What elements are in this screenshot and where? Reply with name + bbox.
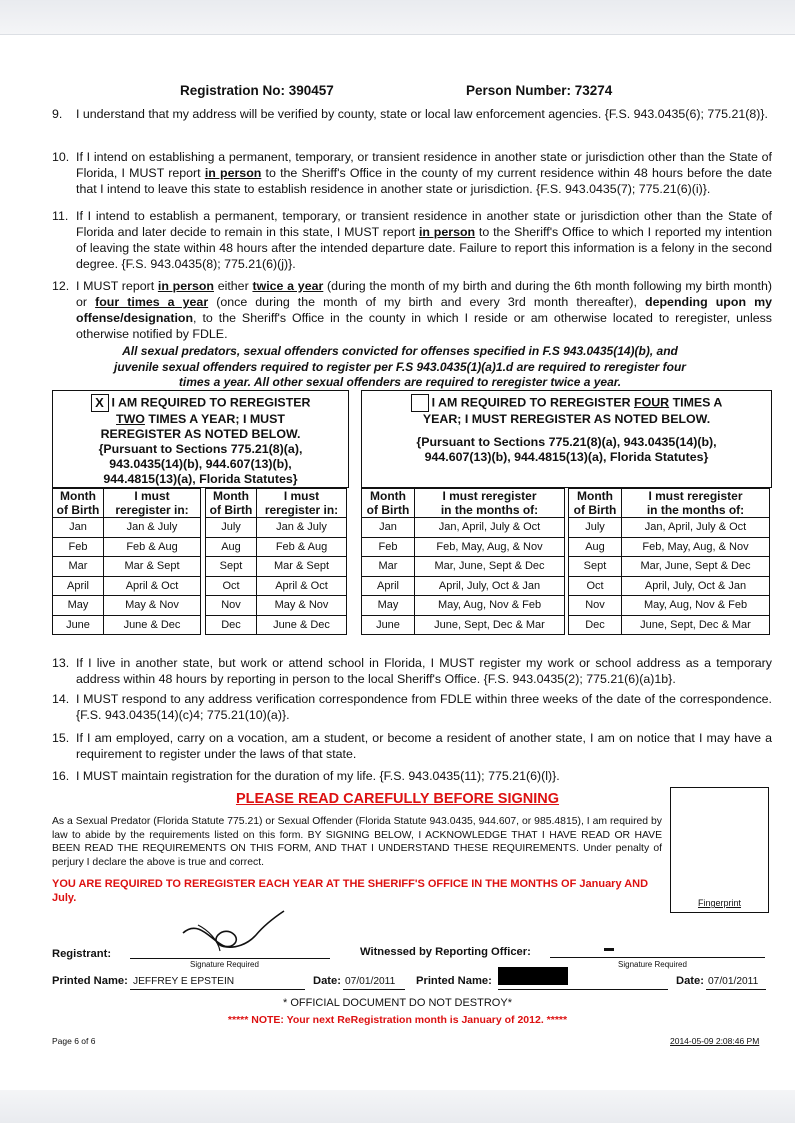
witness-signature-line[interactable] <box>550 957 765 958</box>
birth-month-cell: Dec <box>569 615 622 635</box>
reregister-months-cell: April & Oct <box>104 576 201 596</box>
item-13 <box>52 655 772 687</box>
reregister-months-cell: Mar, June, Sept & Dec <box>622 557 770 577</box>
table-row <box>206 596 347 616</box>
reregister-months-cell: Feb & Aug <box>257 537 347 557</box>
reregister-months-cell: April & Oct <box>257 576 347 596</box>
officer-printed-name-label: Printed Name: <box>416 975 492 987</box>
table-row <box>206 537 347 557</box>
reregister-months-cell: Mar & Sept <box>104 557 201 577</box>
witness-mark <box>604 948 614 951</box>
table-row <box>53 576 201 596</box>
table-row <box>569 557 770 577</box>
birth-month-cell: July <box>206 518 257 538</box>
scan-bottom-edge <box>0 1090 795 1123</box>
signature-required-caption: Signature Required <box>190 960 259 969</box>
birth-month-cell: Jan <box>53 518 104 538</box>
signing-heading: PLEASE READ CAREFULLY BEFORE SIGNING <box>235 791 560 807</box>
birth-month-cell: Aug <box>206 537 257 557</box>
printed-name-label: Printed Name: <box>52 975 128 987</box>
reregister-months-cell: May, Aug, Nov & Feb <box>622 596 770 616</box>
next-reregistration-note: ***** NOTE: Your next ReRegistration month is January of 2012. ***** <box>227 1014 568 1026</box>
twice-a-year-table-2: Month of Birth I must reregister in: July Jan & July Aug Feb & Aug Sept Mar & Sept Oct April & Oct Nov May & Nov Dec June & Dec <box>205 488 347 635</box>
reregistration-note: All sexual predators, sexual offenders convicted for offenses specified in F.S 943.0435(14)(b), and juvenile sexual offenders required to register per F.S 943.0435(1)(a)1.d are required to reregister four times a year. All other sexual offenders are required to reregister twice a year. <box>114 344 686 389</box>
four-times-a-year-table-2: Month of Birth I must reregister in the months of: July Jan, April, July & Oct Aug Feb, May, Aug, & Nov Sept Mar, June, Sept & Dec Oct April, July, Oct & Jan Nov May, Aug, Nov & Feb Dec June, Sept, Dec & Mar <box>568 488 770 635</box>
reregister-months-cell: May & Nov <box>257 596 347 616</box>
item-text: If I live in another state, but work or attend school in Florida, I MUST register my work or school address as a temporary address within 48 hours by reporting in person to the local Sheriff's Office. {F.S. 943.0435(2); 775.21(6)(a)1b}. <box>76 656 772 686</box>
item-number: 12. <box>52 279 70 293</box>
item-9 <box>52 106 772 122</box>
item-number: 9. <box>52 107 63 121</box>
officer-date-label: Date: <box>676 975 704 987</box>
reregister-months-cell: April, July, Oct & Jan <box>622 576 770 596</box>
table-row <box>569 518 770 538</box>
table-row <box>53 615 201 635</box>
reregister-months-cell: Feb, May, Aug, & Nov <box>415 537 565 557</box>
birth-month-cell: May <box>53 596 104 616</box>
four-times-a-year-table-1: Month of Birth I must reregister in the months of: Jan Jan, April, July & Oct Feb Feb, May, Aug, & Nov Mar Mar, June, Sept & Dec April April, July, Oct & Jan May May, Aug, Nov & Feb June June, Sept, Dec & Mar <box>361 488 565 635</box>
redaction-block <box>498 967 568 985</box>
birth-month-cell: Feb <box>53 537 104 557</box>
item-11 <box>52 208 772 272</box>
signature-required-caption-2: Signature Required <box>618 960 687 969</box>
reregister-notice: YOU ARE REQUIRED TO REREGISTER EACH YEAR AT THE SHERIFF'S OFFICE IN THE MONTHS OF January AND July. <box>52 878 649 904</box>
table-row <box>53 518 201 538</box>
person-number: Person Number: 73274 <box>466 83 613 98</box>
page-number: Page 6 of 6 <box>52 1036 96 1046</box>
four-times-a-year-checkbox[interactable] <box>411 394 429 412</box>
item-text: If I am employed, carry on a vocation, am a student, or become a resident of another state, I am on notice that I may have a requirement to register under the laws of that state. <box>76 731 772 761</box>
fingerprint-label: Fingerprint <box>697 898 742 908</box>
item-14 <box>52 691 772 723</box>
table-row <box>569 576 770 596</box>
registrant-label: Registrant: <box>52 948 112 960</box>
reregister-months-cell: Jan & July <box>104 518 201 538</box>
date-value: 07/01/2011 <box>345 976 396 987</box>
declaration-text: As a Sexual Predator (Florida Statute 775.21) or Sexual Offender (Florida Statute 943.0435, 944.607, or 985.4815), I am required by law to abide by the requirements listed on this form. BY SIGNING BELOW, I ACKNOWLEDGE THAT I HAVE READ OR HAVE BEEN READ THE REQUIREMENTS ON THIS FORM, AND THAT I UNDERSTAND THESE REQUIREMENTS. Under penalty of perjury I declare the above is true and correct. <box>52 816 662 868</box>
item-number: 15. <box>52 731 70 745</box>
table-row <box>362 518 565 538</box>
table-row <box>206 557 347 577</box>
birth-month-cell: Aug <box>569 537 622 557</box>
twice-a-year-box: X I AM REQUIRED TO REREGISTER TWO TIMES A YEAR; I MUST REREGISTER AS NOTED BELOW. {Pursuant to Sections 775.21(8)(a), 943.0435(14)(b), 944.607(13)(b), 944.4815(13)(a), Florida Statutes} <box>52 390 349 488</box>
reregister-months-cell: Jan, April, July & Oct <box>415 518 565 538</box>
item-text: I MUST respond to any address verification correspondence from FDLE within three weeks of the date of the correspondence. {F.S. 943.0435(14)(c)4; 775.21(10)(a)}. <box>76 692 772 722</box>
reregister-months-cell: Mar, June, Sept & Dec <box>415 557 565 577</box>
table-row <box>362 537 565 557</box>
printed-name-value: JEFFREY E EPSTEIN <box>133 976 235 987</box>
item-number: 10. <box>52 150 70 164</box>
birth-month-cell: June <box>53 615 104 635</box>
birth-month-cell: Nov <box>569 596 622 616</box>
birth-month-cell: Oct <box>569 576 622 596</box>
reregister-months-cell: June & Dec <box>104 615 201 635</box>
birth-month-cell: Feb <box>362 537 415 557</box>
birth-month-cell: Sept <box>569 557 622 577</box>
item-10 <box>52 149 772 197</box>
registration-number: Registration No: 390457 <box>180 83 334 98</box>
item-text: I MUST maintain registration for the duration of my life. {F.S. 943.0435(11); 775.21(6)(l)}. <box>76 769 560 783</box>
item-12 <box>52 278 772 342</box>
table-row <box>362 615 565 635</box>
twice-a-year-table-1: Month of Birth I must reregister in: Jan Jan & July Feb Feb & Aug Mar Mar & Sept April April & Oct May May & Nov June June & Dec <box>52 488 201 635</box>
table-row <box>569 615 770 635</box>
four-times-a-year-box: I AM REQUIRED TO REREGISTER FOUR TIMES A YEAR; I MUST REREGISTER AS NOTED BELOW. {Pursuant to Sections 775.21(8)(a), 943.0435(14)(b), 944.607(13)(b), 944.4815(13)(a), Florida Statutes} <box>361 390 772 488</box>
reregister-months-cell: June, Sept, Dec & Mar <box>622 615 770 635</box>
table-row <box>53 557 201 577</box>
table-row <box>206 615 347 635</box>
birth-month-cell: April <box>362 576 415 596</box>
table-row <box>569 596 770 616</box>
item-text: I understand that my address will be verified by county, state or local law enforcement agencies. {F.S. 943.0435(6); 775.21(8)}. <box>76 107 768 121</box>
table-row <box>362 576 565 596</box>
fingerprint-box <box>670 787 769 913</box>
table-row <box>53 596 201 616</box>
birth-month-cell: Sept <box>206 557 257 577</box>
table-row <box>206 518 347 538</box>
item-text: If I intend to establish a permanent, temporary, or transient residence in another state or jurisdiction other than the State of Florida and later decide to remain in this state, I MUST report in person to the Sheriff's Office to which I reported my intention of leaving the state within 48 hours after the intended departure date. Failure to report this information is a felony in the second degree. {F.S. 943.0435(8); 775.21(6)(j)}. <box>76 209 773 271</box>
item-text: If I intend on establishing a permanent, temporary, or transient residence in another state or jurisdiction other than the State of Florida, I MUST report in person to the Sheriff's Office in the county of my current residence within 48 hours before the date that I intend to leave this state to establish residence in another state or jurisdiction. {F.S. 943.0435(7); 775.21(6)(i)}. <box>76 150 773 196</box>
reregister-months-cell: May & Nov <box>104 596 201 616</box>
registrant-signature-line[interactable] <box>130 958 330 959</box>
item-text: I MUST report in person either twice a year (during the month of my birth and during the 6th month following my birth month) or four times a year (once during the month of my birth and every 3rd month thereafter), depending upon my offense/designation, to the Sheriff's Office in the county in which I reside or am otherwise located to reregister, unless otherwise notified by FDLE. <box>76 279 772 341</box>
birth-month-cell: June <box>362 615 415 635</box>
item-15 <box>52 730 772 762</box>
birth-month-cell: Jan <box>362 518 415 538</box>
birth-month-cell: Oct <box>206 576 257 596</box>
print-timestamp: 2014-05-09 2:08:46 PM <box>670 1036 760 1046</box>
reregister-months-cell: June & Dec <box>257 615 347 635</box>
scan-top-edge <box>0 0 795 35</box>
table-row <box>569 537 770 557</box>
table-row <box>362 557 565 577</box>
reregister-months-cell: Mar & Sept <box>257 557 347 577</box>
reregister-months-cell: Jan, April, July & Oct <box>622 518 770 538</box>
birth-month-cell: May <box>362 596 415 616</box>
birth-month-cell: Nov <box>206 596 257 616</box>
item-number: 11. <box>52 209 69 223</box>
table-row <box>206 576 347 596</box>
date-label: Date: <box>313 975 341 987</box>
reregister-months-cell: Feb, May, Aug, & Nov <box>622 537 770 557</box>
reregister-months-cell: Feb & Aug <box>104 537 201 557</box>
reregister-months-cell: June, Sept, Dec & Mar <box>415 615 565 635</box>
official-document-notice: * OFFICIAL DOCUMENT DO NOT DESTROY* <box>283 997 512 1009</box>
reregister-months-cell: Jan & July <box>257 518 347 538</box>
birth-month-cell: April <box>53 576 104 596</box>
table-row <box>362 596 565 616</box>
birth-month-cell: July <box>569 518 622 538</box>
item-number: 16. <box>52 769 70 783</box>
witness-label: Witnessed by Reporting Officer: <box>360 946 531 958</box>
birth-month-cell: Dec <box>206 615 257 635</box>
birth-month-cell: Mar <box>53 557 104 577</box>
registrant-signature-icon <box>178 905 288 960</box>
reregister-months-cell: April, July, Oct & Jan <box>415 576 565 596</box>
item-number: 14. <box>52 692 70 706</box>
reregister-months-cell: May, Aug, Nov & Feb <box>415 596 565 616</box>
officer-date-value: 07/01/2011 <box>708 976 759 987</box>
birth-month-cell: Mar <box>362 557 415 577</box>
twice-a-year-checkbox[interactable]: X <box>91 394 109 412</box>
table-row <box>53 537 201 557</box>
item-16 <box>52 768 772 784</box>
item-number: 13. <box>52 656 70 670</box>
